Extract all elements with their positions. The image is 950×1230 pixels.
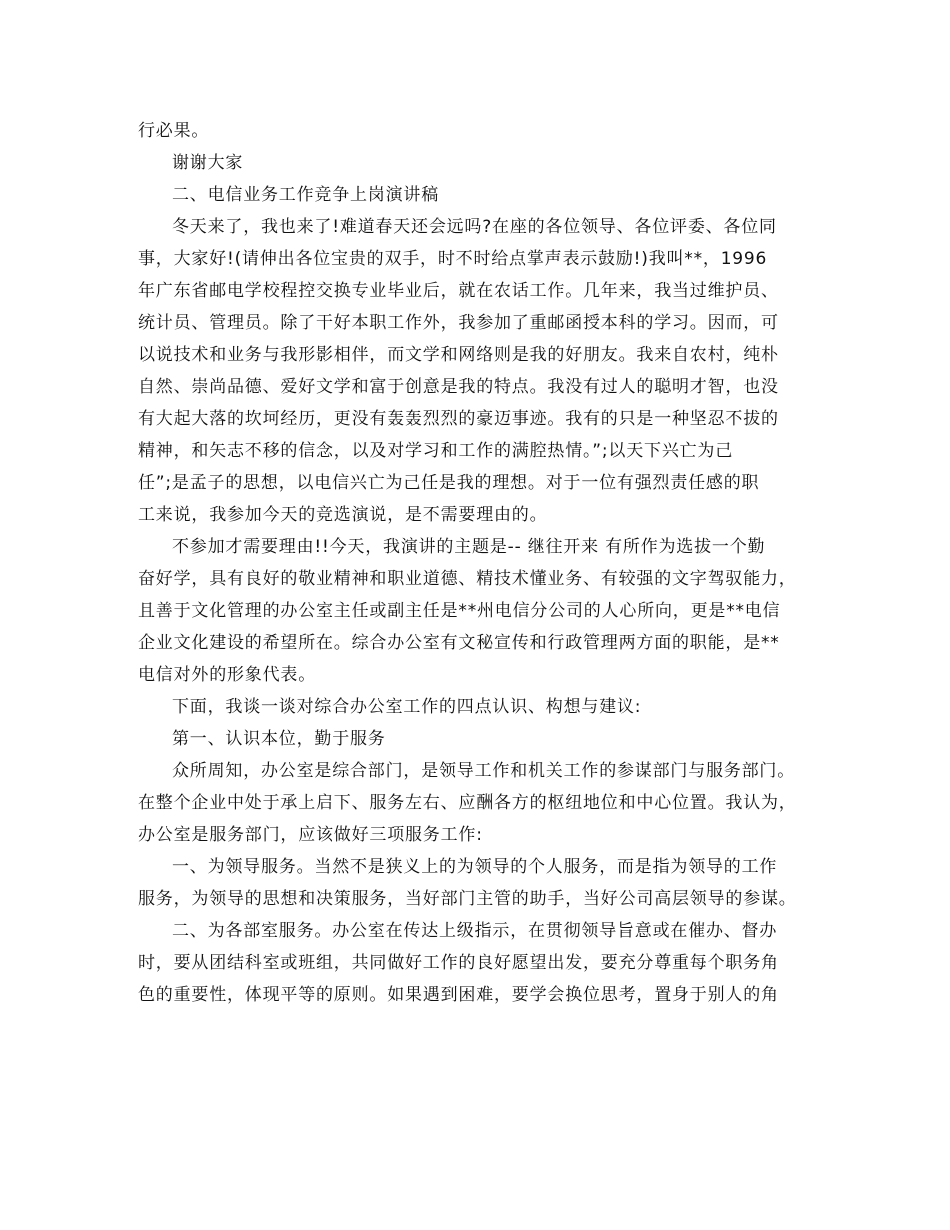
text-line: 色的重要性，体现平等的原则。如果遇到困难，要学会换位思考，置身于别人的角 bbox=[138, 985, 779, 1005]
text-line: 下面，我谈一谈对综合办公室工作的四点认识、构想与建议: bbox=[172, 697, 642, 717]
text-line: 企业文化建设的希望所在。综合办公室有文秘宣传和行政管理两方面的职能，是** bbox=[138, 633, 780, 653]
text-line: 时，要从团结科室或班组，共同做好工作的良好愿望出发，要充分尊重每个职务角 bbox=[138, 953, 779, 973]
text-line: 冬天来了，我也来了!难道春天还会远吗?在座的各位领导、各位评委、各位同 bbox=[172, 217, 777, 237]
section-heading: 第一、认识本位，勤于服务 bbox=[172, 729, 386, 749]
text-line: 精神，和矢志不移的信念，以及对学习和工作的满腔热情。”;以天下兴亡为己 bbox=[138, 441, 734, 461]
text-line: 众所周知，办公室是综合部门，是领导工作和机关工作的参谋部门与服务部门。 bbox=[172, 761, 795, 781]
text-line: 任”;是孟子的思想，以电信兴亡为己任是我的理想。对于一位有强烈责任感的职 bbox=[138, 473, 760, 493]
text-line: 电信对外的形象代表。 bbox=[138, 665, 316, 685]
text-line: 工来说，我参加今天的竞选演说，是不需要理由的。 bbox=[138, 505, 548, 525]
text-line: 不参加才需要理由!!今天，我演讲的主题是-- 继往开来 有所作为选拔一个勤 bbox=[172, 537, 766, 557]
text-line: 且善于文化管理的办公室主任或副主任是**州电信分公司的人心所向，更是**电信 bbox=[138, 601, 781, 621]
text-line: 在整个企业中处于承上启下、服务左右、应酬各方的枢纽地位和中心位置。我认为， bbox=[138, 793, 797, 813]
section-heading: 二、电信业务工作竞争上岗演讲稿 bbox=[172, 185, 439, 205]
text-line: 服务，为领导的思想和决策服务，当好部门主管的助手，当好公司高层领导的参谋。 bbox=[138, 889, 797, 909]
text-line: 有大起大落的坎坷经历，更没有轰轰烈烈的豪迈事迹。我有的只是一种坚忍不拔的 bbox=[138, 409, 779, 429]
text-line: 谢谢大家 bbox=[172, 153, 244, 173]
text-line: 事，大家好!(请伸出各位宝贵的双手，时不时给点掌声表示鼓励!)我叫**，1996 bbox=[138, 249, 768, 269]
document-body bbox=[138, 115, 818, 1011]
text-line: 统计员、管理员。除了干好本职工作外，我参加了重邮函授本科的学习。因而，可 bbox=[138, 313, 779, 333]
text-line: 行必果。 bbox=[138, 121, 210, 141]
text-line: 以说技术和业务与我形影相伴，而文学和网络则是我的好朋友。我来自农村，纯朴 bbox=[138, 345, 779, 365]
text-line: 自然、崇尚品德、爱好文学和富于创意是我的特点。我没有过人的聪明才智，也没 bbox=[138, 377, 779, 397]
text-line: 一、为领导服务。当然不是狭义上的为领导的个人服务，而是指为领导的工作 bbox=[172, 857, 778, 877]
text-line: 年广东省邮电学校程控交换专业毕业后，就在农话工作。几年来，我当过维护员、 bbox=[138, 281, 779, 301]
text-line: 奋好学，具有良好的敬业精神和职业道德、精技术懂业务、有较强的文字驾驭能力， bbox=[138, 569, 797, 589]
text-line: 二、为各部室服务。办公室在传达上级指示，在贯彻领导旨意或在催办、督办 bbox=[172, 921, 778, 941]
text-line: 办公室是服务部门，应该做好三项服务工作: bbox=[138, 825, 483, 845]
